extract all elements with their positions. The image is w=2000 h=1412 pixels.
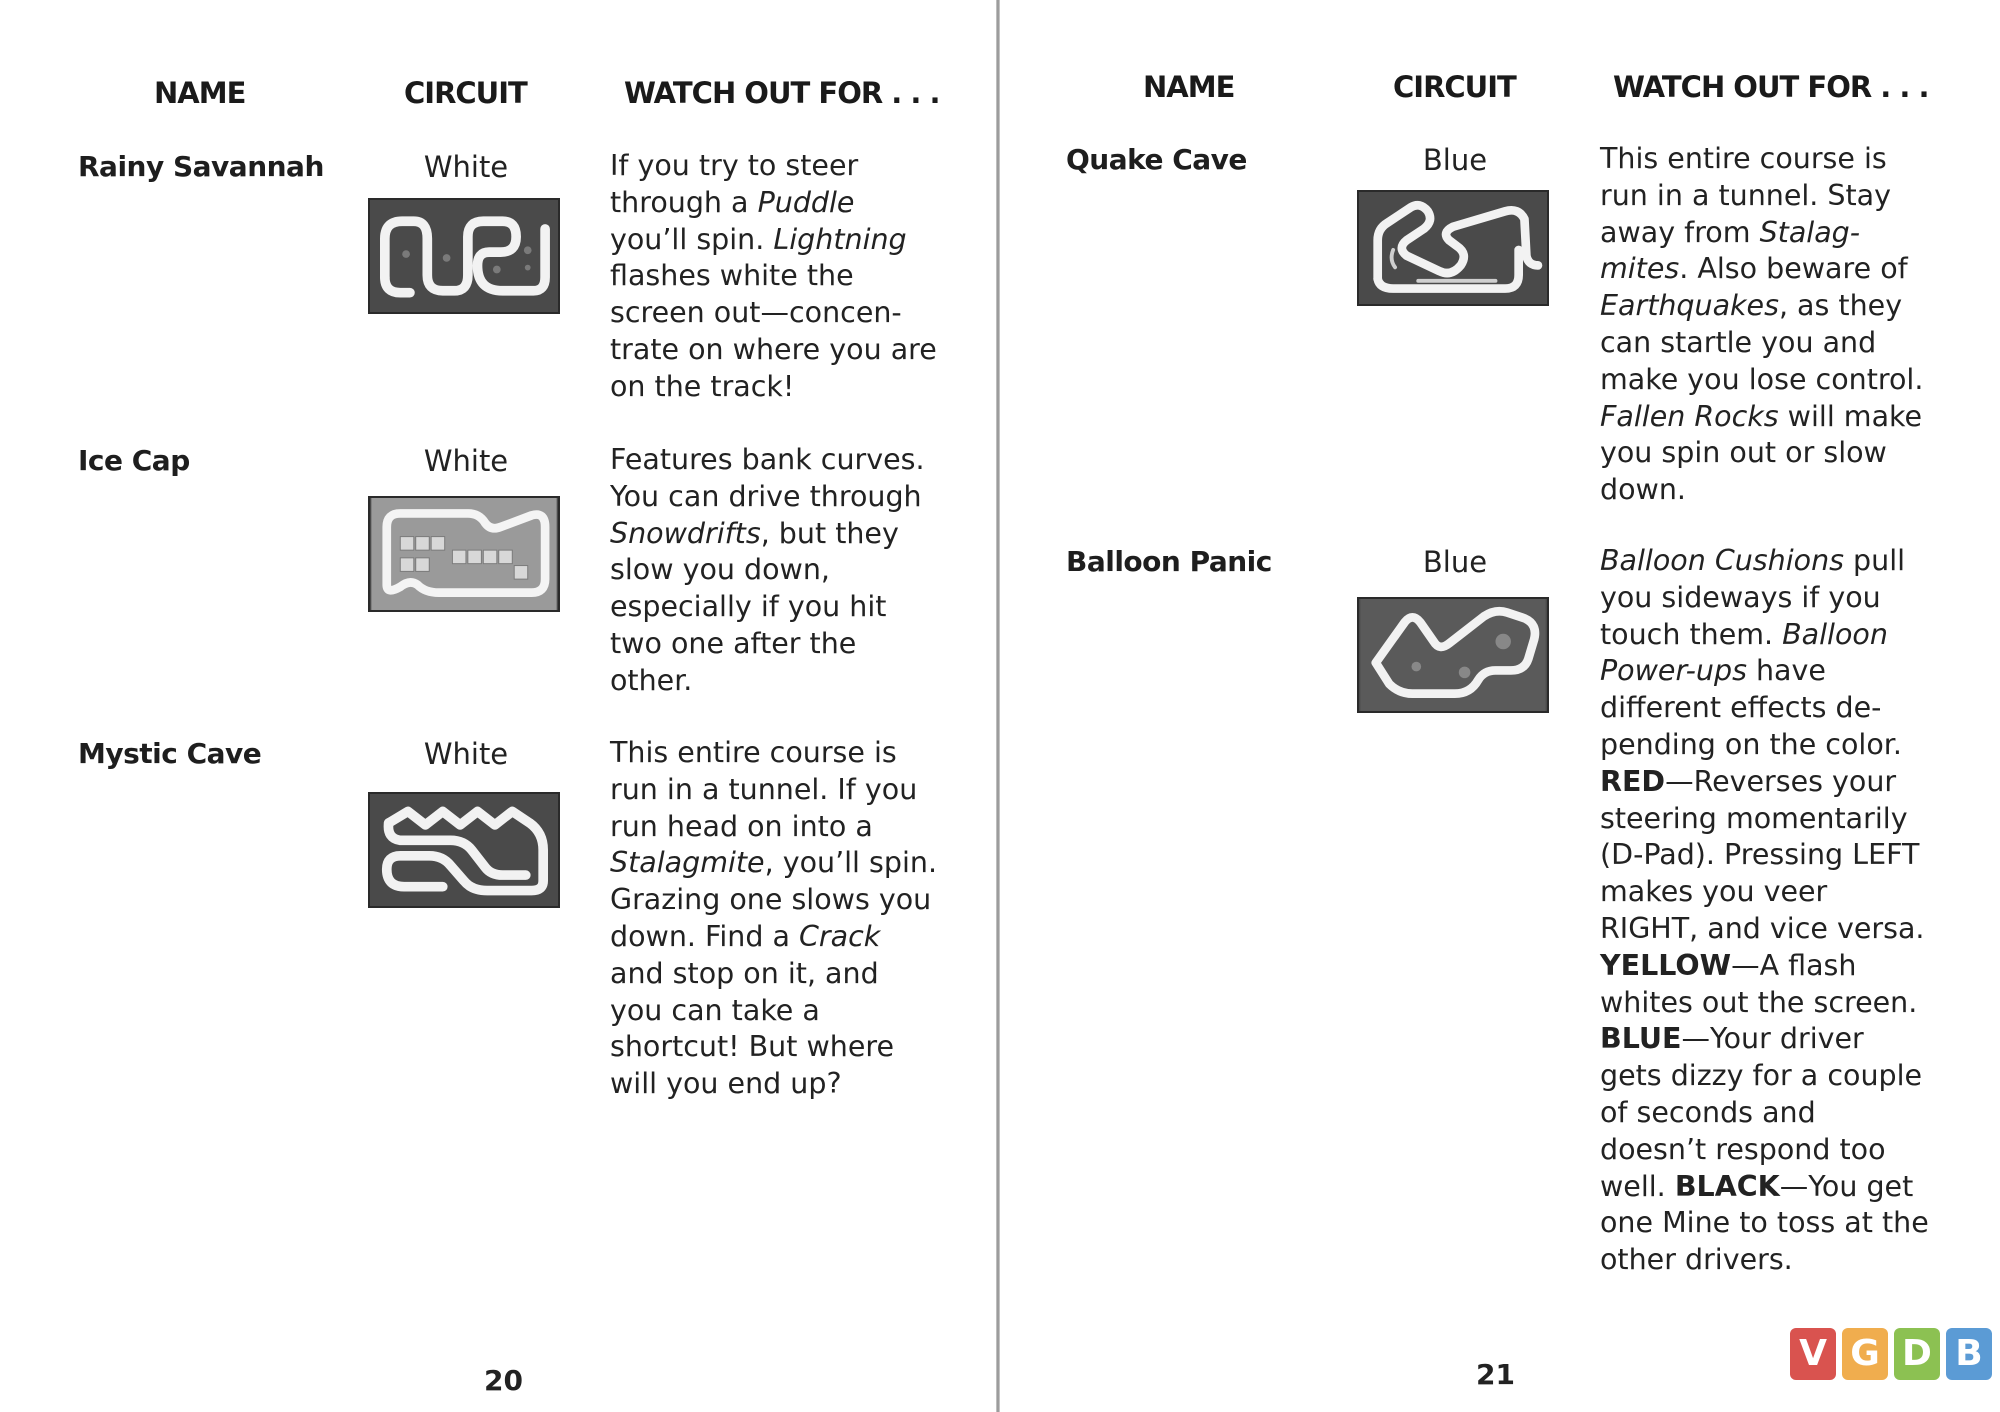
course-description: If you try to steer through a Puddle you’ll spin. Lightning flashes white the screen out—concen-trate on where you are on the track! <box>610 149 937 403</box>
course-circuit: White <box>423 444 509 478</box>
track-map-ice-cap-icon <box>370 498 558 610</box>
left-page <box>0 0 998 1412</box>
watermark-letter: B <box>1946 1328 1992 1380</box>
watermark-letter: V <box>1790 1328 1836 1380</box>
track-map-balloon-panic-icon <box>1359 599 1547 711</box>
header-watch-out-for: WATCH OUT FOR . . . <box>1613 70 1929 104</box>
track-map-quake-cave-icon <box>1359 192 1547 304</box>
track-map-rainy-savannah <box>368 198 560 314</box>
watermark-letter: G <box>1842 1328 1888 1380</box>
course-circuit: White <box>423 737 509 771</box>
page-number: 20 <box>484 1364 523 1397</box>
track-map-ice-cap <box>368 496 560 612</box>
course-circuit: Blue <box>1422 545 1488 579</box>
watermark-letter: D <box>1894 1328 1940 1380</box>
course-description: Balloon Cushions pull you sideways if you touch them. Balloon Power-ups have different effects de-pending on the color. RED—Reverses your steering momentarily (D-Pad). Pressing LEFT makes you veer RIGHT, and vice versa. YELLOW—A flash whites out the screen. BLUE—Your driver gets dizzy for a couple of seconds and doesn’t respond too well. BLACK—You get one Mine to toss at the other drivers. <box>1600 544 1929 1277</box>
right-page <box>1000 0 2000 1412</box>
header-watch-out-for: WATCH OUT FOR . . . <box>624 76 940 110</box>
course-description: Features bank curves. You can drive through Snowdrifts, but they slow you down, especially if you hit two one after the other. <box>610 443 925 697</box>
track-map-mystic-cave-icon <box>370 794 558 906</box>
header-circuit: CIRCUIT <box>404 76 527 110</box>
track-map-mystic-cave <box>368 792 560 908</box>
vgdb-watermark-logo <box>1790 1328 1992 1380</box>
track-map-quake-cave <box>1357 190 1549 306</box>
course-name: Balloon Panic <box>1066 545 1272 578</box>
track-map-balloon-panic <box>1357 597 1549 713</box>
course-circuit: White <box>423 150 509 184</box>
page-number: 21 <box>1476 1358 1515 1391</box>
course-description: This entire course is run in a tunnel. If you run head on into a Stalagmite, you’ll spin. Grazing one slows you down. Find a Crack and stop on it, and you can take a shortcut! But where will you end up? <box>610 736 938 1101</box>
header-circuit: CIRCUIT <box>1393 70 1516 104</box>
course-circuit: Blue <box>1422 143 1488 177</box>
course-description: This entire course is run in a tunnel. Stay away from Stalag-mites. Also beware of Earthquakes, as they can startle you and make you lose control. Fallen Rocks will make you spin out or slow down. <box>1600 142 1924 507</box>
course-name: Rainy Savannah <box>78 150 324 183</box>
course-name: Mystic Cave <box>78 737 262 770</box>
header-name: NAME <box>1143 70 1235 104</box>
track-map-rainy-savannah-icon <box>370 200 558 312</box>
course-name: Quake Cave <box>1066 143 1247 176</box>
header-name: NAME <box>154 76 246 110</box>
course-name: Ice Cap <box>78 444 190 477</box>
